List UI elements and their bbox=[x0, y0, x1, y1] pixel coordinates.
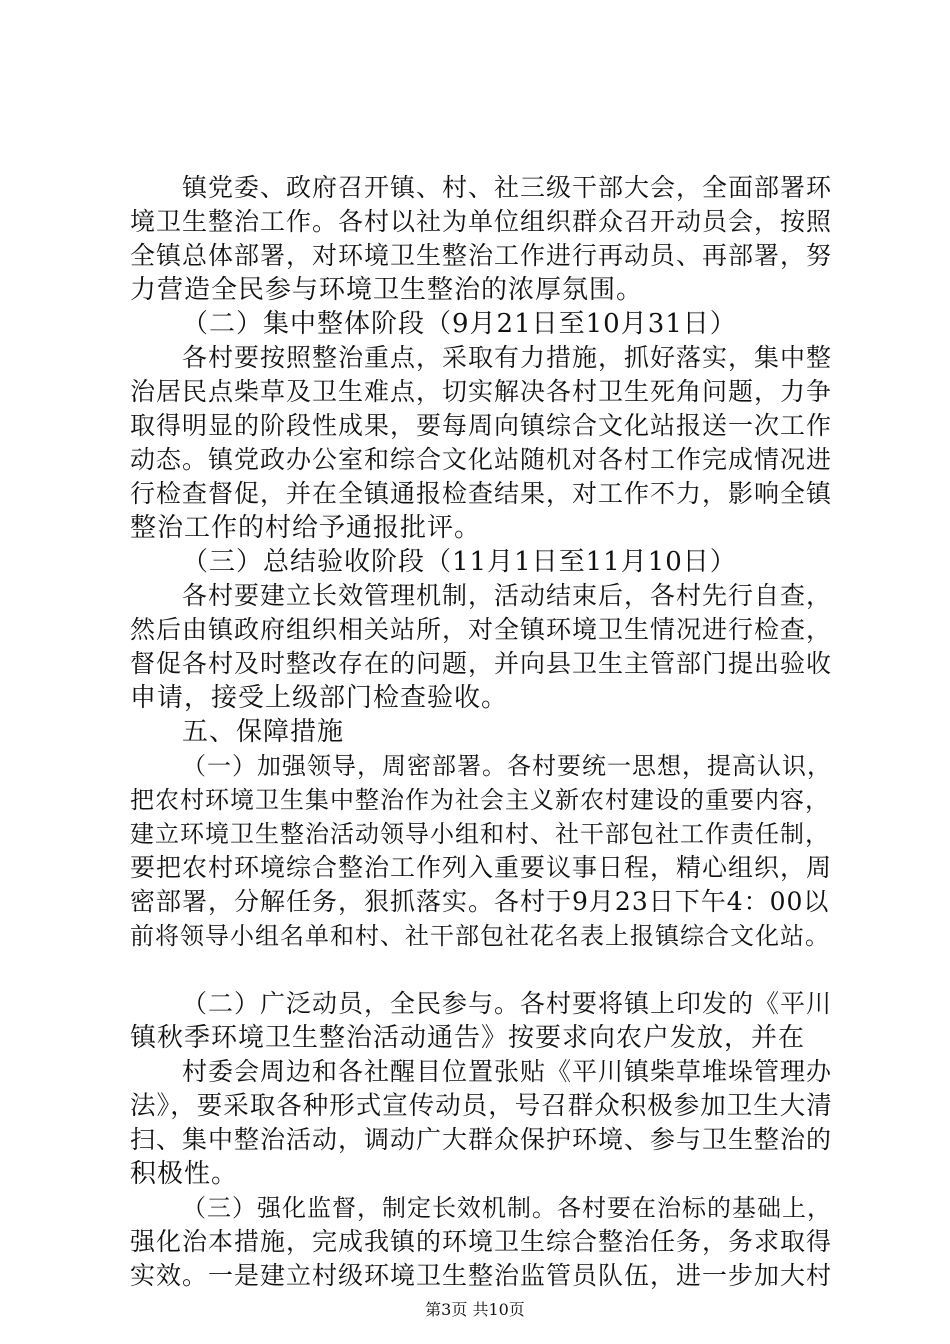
text-line: 督促各村及时整改存在的问题，并向县卫生主管部门提出验收 bbox=[130, 649, 833, 678]
text-line: 治居民点柴草及卫生难点，切实解决各村卫生死角问题，力争 bbox=[130, 377, 833, 406]
text-line: 镇秋季环境卫生整治活动通告》按要求向农户发放，并在 bbox=[130, 1023, 806, 1053]
section-heading: 五、保障措施 bbox=[182, 717, 345, 747]
text-line: 各村要按照整治重点，采取有力措施，抓好落实，集中整 bbox=[182, 343, 833, 372]
text-line: 法》，要采取各种形式宣传动员，号召群众积极参加卫生大清 bbox=[130, 1091, 833, 1121]
text-line: 积极性。 bbox=[130, 1159, 239, 1189]
text-line: 实效。一是建立村级环境卫生整治监管员队伍，进一步加大村 bbox=[130, 1261, 833, 1290]
text-line: 强化治本措施，完成我镇的环境卫生综合整治任务，务求取得 bbox=[130, 1227, 833, 1256]
text-line: 动态。镇党政办公室和综合文化站随机对各村工作完成情况进 bbox=[130, 445, 833, 474]
text-line: 把农村环境卫生集中整治作为社会主义新农村建设的重要内容， bbox=[130, 786, 830, 814]
text-line: 各村要建立长效管理机制，活动结束后，各村先行自查， bbox=[182, 581, 833, 610]
text-line: 然后由镇政府组织相关站所，对全镇环境卫生情况进行检查， bbox=[130, 615, 833, 644]
text-line: （三）强化监督，制定长效机制。各村要在治标的基础上， bbox=[182, 1194, 832, 1222]
text-line: 全镇总体部署，对环境卫生整治工作进行再动员、再部署，努 bbox=[130, 241, 833, 270]
text-line: 扫、集中整治活动，调动广大群众保护环境、参与卫生整治的 bbox=[130, 1125, 833, 1154]
text-line: 镇党委、政府召开镇、村、社三级干部大会，全面部署环 bbox=[182, 173, 833, 202]
page-number-footer: 第3页 共10页 bbox=[425, 1300, 525, 1319]
text-line: 要把农村环境综合整治工作列入重要议事日程，精心组织，周 bbox=[130, 853, 833, 882]
text-line: 力营造全民参与环境卫生整治的浓厚氛围。 bbox=[130, 275, 644, 305]
section-heading: （三）总结验收阶段（11月1日至11月10日） bbox=[182, 547, 737, 577]
text-line: 申请，接受上级部门检查验收。 bbox=[130, 683, 509, 713]
section-heading: （二）集中整体阶段（9月21日至10月31日） bbox=[182, 309, 737, 339]
text-line: 行检查督促，并在全镇通报检查结果，对工作不力，影响全镇 bbox=[130, 479, 833, 508]
text-line: 境卫生整治工作。各村以社为单位组织群众召开动员会，按照 bbox=[130, 207, 833, 236]
text-line: 村委会周边和各社醒目位置张贴《平川镇柴草堆垛管理办 bbox=[182, 1057, 833, 1086]
text-line: 密部署，分解任务，狠抓落实。各村于9月23日下午4：00以 bbox=[130, 887, 830, 916]
text-line: 前将领导小组名单和村、社干部包社花名表上报镇综合文化站。 bbox=[130, 922, 830, 950]
text-line: （二）广泛动员，全民参与。各村要将镇上印发的《平川 bbox=[182, 989, 833, 1018]
text-line: 建立环境卫生整治活动领导小组和村、社干部包社工作责任制， bbox=[130, 820, 830, 848]
text-line: 整治工作的村给予通报批评。 bbox=[130, 513, 482, 543]
text-line: 取得明显的阶段性成果，要每周向镇综合文化站报送一次工作 bbox=[130, 411, 833, 440]
text-line: （一）加强领导，周密部署。各村要统一思想，提高认识， bbox=[182, 752, 832, 780]
